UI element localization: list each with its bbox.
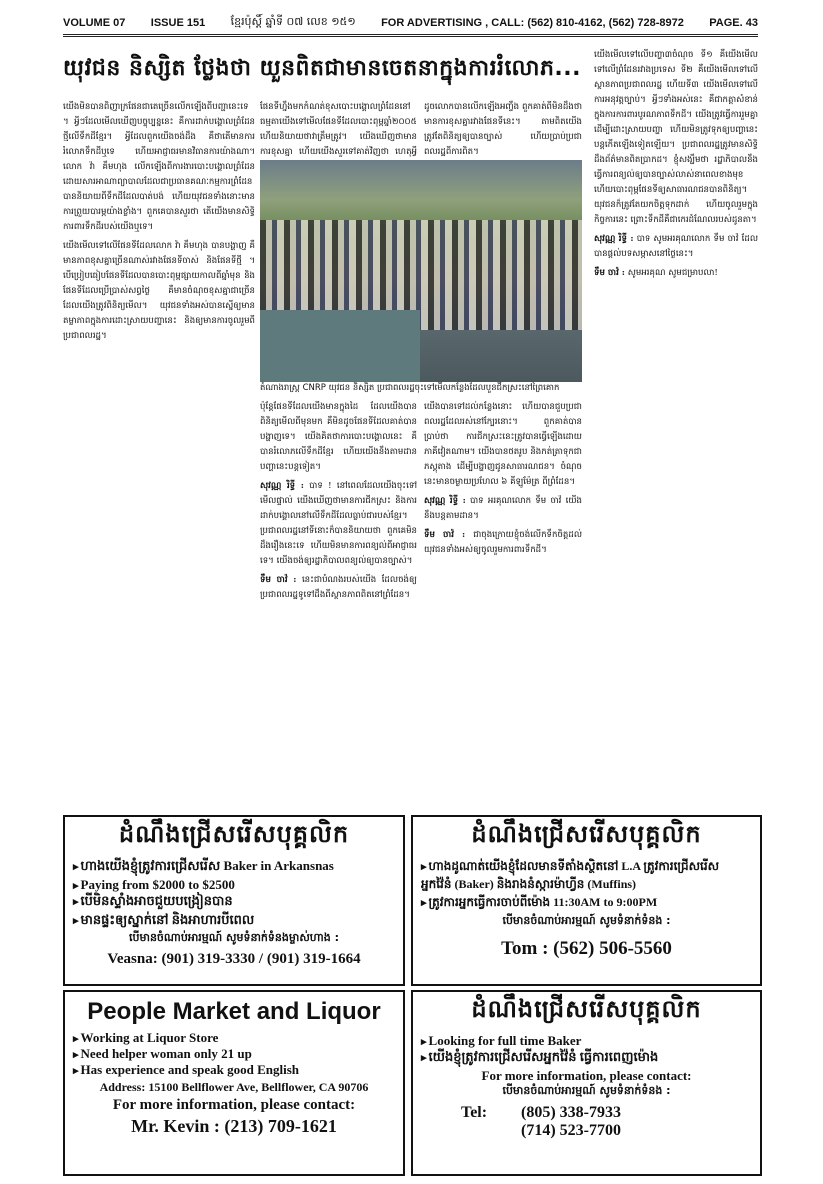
ad-people-market	[63, 990, 405, 1176]
ad-line: អ្នកវ៉ៃនំ (Baker) និងរាងនំស្ការម៉ាហ្វីន (Muffins)	[421, 877, 637, 891]
ad-line: ▸ មានផ្ទះឲ្យស្នាក់នៅ និងអាហារបីពេល	[73, 912, 395, 931]
ad-title: ដំណឹងជ្រើសរើសបុគ្គលិក	[471, 995, 702, 1023]
photo-water	[260, 310, 420, 382]
ad-line: ▸ Has experience and speak good English	[73, 1062, 395, 1078]
ad-line: ▸ យើងខ្ញុំត្រូវការជ្រើសរើសអ្នកវ៉ៃនំ ធ្វើការពេញម៉ោង	[421, 1049, 752, 1068]
article-column-4	[594, 48, 758, 805]
ad-title: ដំណឹងជ្រើសរើសបុគ្គលិក	[118, 820, 350, 848]
page-header	[63, 14, 758, 32]
article-paragraph: នេះជាបំណងរបស់យើង ដែលចង់ឲ្យប្រជាពលរដ្ឋទូទៅដឹងពីស្ថានភាពពិតនៅព្រំដែន។	[260, 575, 417, 600]
ad-title: ដំណឹងជ្រើសរើសបុគ្គលិក	[471, 820, 702, 848]
ad-line: ▸ Need helper woman only 21 up	[73, 1046, 395, 1062]
article-photo	[260, 160, 582, 382]
speaker-label: ទឹម ចាវ៉ :	[594, 268, 625, 278]
speaker-label: សុវណ្ណ រិទ្ធី :	[424, 496, 466, 506]
speaker-label: សុវណ្ណ រិទ្ធី :	[260, 481, 304, 491]
article-column-3-top	[424, 100, 582, 158]
ad-phone: (714) 523-7700	[521, 1122, 621, 1139]
article-paragraph: ប៉ុន្តែផែនទីដែលយើងមានក្នុងដៃ ដែលយើងបានពិនិត្យមើលពីមុនមក គឺមិនដូចផែនទីដែលគាត់បានបង្ហាញទេ។ យើងគិតថាការបោះបង្គោលនេះ គឺបានរំលោភលើទឹកដីខ្មែរ ហើយយើងនឹងតាមដានបញ្ហានេះបន្តទៀត។	[260, 402, 417, 472]
ad-tel-label: Tel:	[461, 1104, 488, 1121]
ad-line: ▸ ហាងដូណាត់យើងខ្ញុំដែលមានទីតាំងស្ថិតនៅ L.A ត្រូវការជ្រើសរើស	[421, 858, 752, 876]
ad-baker-arkansas	[63, 815, 405, 986]
article-column-2-bottom	[260, 400, 417, 805]
article-paragraph: បាទ អរគុណលោក ទឹម ចាវ៉ យើងនឹងបន្តតាមដាន។	[424, 496, 582, 521]
article-column-3-bottom	[424, 400, 582, 805]
article-column-1	[63, 100, 255, 805]
photo-caption: តំណាងរាស្រ្ត CNRP យុវជន និស្សិត ប្រជាពលរដ្ឋចុះទៅមើលកន្លែងដែលបួនជីកស្រះនៅព្រៃគោក	[260, 383, 560, 393]
article-paragraph: យើងមើលទៅលើផែនទីដែលលោក វ៉ា គឹមហុង បានបង្ហាញ គឺមានភាពខុសគ្នាច្រើនណាស់រវាងផែនទីចាស់ និងផែនទីថ្មី ។ បើប្រៀបធៀបផែនទីដែលបានបោះពុម្ពផ្សាយកាលពីឆ្នាំមុន និងផែនទីដែលប្រើប្រាស់សព្វថ្ងៃ គឺមានចំណុចខុសគ្នាជាច្រើនដែលយើងត្រូវពិនិត្យមើល។ យុវជនទាំងអស់បានស្នើឲ្យមានតម្លាភាពក្នុងការដោះស្រាយបញ្ហានេះ និងឲ្យមានការចូលរួមពីប្រជាពលរដ្ឋ។	[63, 241, 255, 341]
volume-label: VOLUME 07	[63, 17, 126, 29]
ad-address: Address: 15100 Bellflower Ave, Bellflower, CA 90706	[99, 1080, 369, 1094]
article-paragraph: ផែនទីហ្នឹងមកកំណត់ខុសបោះបង្គោលព្រំដែននៅ ធម្មតាយើងទៅមើលផែនទីដែលបោះពុម្ពឆ្នាំ២០០៥ ហើយនិយាយថាវាត្រឹមត្រូវ។ យើងឃើញថាមានការខុសគ្នា ហើយយើងសួរទៅគាត់វិញថា ហេតុអ្វី	[260, 102, 417, 157]
issue-label: ISSUE 151	[150, 17, 206, 29]
ad-line: ▸ Paying from $2000 to $2500	[73, 877, 395, 893]
ad-line: ▸ ត្រូវការអ្នកធ្វើការចាប់ពីម៉ោង 11:30AM to 9:00PM	[421, 894, 752, 912]
ad-contact: Tom : (562) 506-5560	[501, 938, 672, 959]
article-paragraph: បាទ ! នៅពេលដែលយើងចុះទៅមើលផ្ទាល់ យើងឃើញថាមានការជីកស្រះ និងការដាក់បង្គោលនៅលើទឹកដីដែលធ្លាប់ជារបស់ខ្មែរ។ ប្រជាពលរដ្ឋនៅទីនោះក៏បាននិយាយថា ពួកគេមិនដឹងរឿងនេះទេ ហើយមិនមានការពន្យល់ពីអាជ្ញាធរទេ។ យើងចង់ឲ្យរដ្ឋាភិបាលពន្យល់ឲ្យបានច្បាស់។	[260, 481, 417, 566]
advertising-label: FOR ADVERTISING , CALL: (562) 810-4162, (562) 728-8972	[381, 17, 684, 29]
ad-line: ▸ Looking for full time Baker	[421, 1033, 752, 1049]
ad-line: ▸ Working at Liquor Store	[73, 1030, 395, 1046]
article-paragraph: បាទ សូមអរគុណលោក ទឹម ចាវ៉ ដែលបានផ្ដល់បទសម្ភាសនៅថ្ងៃនេះ។	[594, 234, 759, 259]
article-paragraph: យើងបានទៅដល់កន្លែងនោះ ហើយបានជួបប្រជាពលរដ្ឋដែលរស់នៅក្បែរនោះ។ ពួកគាត់បានប្រាប់ថា ការជីកស្រះនេះត្រូវបានធ្វើឡើងដោយភាគីវៀតណាម។ យើងបានថតរូប និងកត់ត្រាទុកជាភស្តុតាង ដើម្បីបង្ហាញជូនសាធារណជន។ ចំណុចនេះមានចម្ងាយប្រហែល ៦ គីឡូម៉ែត្រ ពីព្រំដែន។	[424, 402, 582, 487]
speaker-label: ទឹម ចាវ៉ :	[260, 575, 297, 585]
article-paragraph: ជាចុងក្រោយខ្ញុំចង់លើកទឹកចិត្តដល់យុវជនទាំងអស់ឲ្យចូលរួមការពារទឹកដី។	[424, 530, 583, 555]
article-headline: យុវជន និស្សិត ថ្លែងថា យួនពិតជាមានចេតនាក្នុងការរំលោភ...	[63, 56, 581, 81]
article-paragraph: យើងមើលទៅលើបញ្ហា៣ចំណុច ទី១ គឺយើងមើលទៅលើព្រំដែនរវាងប្រទេស ទី២ គឺយើងមើលទៅលើស្ថានភាពប្រជាពលរដ្ឋ ហើយទី៣ យើងមើលទៅលើការអនុវត្តច្បាប់។ អ្វីៗទាំងអស់នេះ គឺជាកត្តាសំខាន់ក្នុងការការពារបូរណភាពទឹកដី។ យើងត្រូវធ្វើការរួមគ្នា ដើម្បីដោះស្រាយបញ្ហា ហើយមិនត្រូវទុកឲ្យបញ្ហានេះបន្តកើតឡើងទៀតឡើយ។ ប្រជាពលរដ្ឋត្រូវមានសិទ្ធិដឹងព័ត៌មានពិតប្រាកដ។ ខ្ញុំសង្ឃឹមថា រដ្ឋាភិបាលនឹងធ្វើការពន្យល់ឲ្យបានច្បាស់លាស់នាពេលខាងមុខ ហើយបោះពុម្ពផែនទីឲ្យសាធារណជនបានពិនិត្យ។ យុវជនក៏ត្រូវតែយកចិត្តទុកដាក់ ហើយចូលរួមក្នុងកិច្ចការនេះ ព្រោះទឹកដីគឺជាកេរដំណែលរបស់ដូនតា។	[594, 50, 758, 225]
ad-line: បើមានចំណាប់អារម្មណ៍ សូមទំនាក់ទំនង :	[502, 914, 671, 927]
article-column-2-top	[260, 100, 417, 158]
speaker-label: សុវណ្ណ រិទ្ធី :	[594, 234, 634, 244]
ad-more-info: For more information, please contact:	[481, 1068, 692, 1083]
ad-baker-la	[411, 815, 762, 986]
article-paragraph: សូមអរគុណ សូមជម្រាបលា!	[627, 268, 718, 278]
page-number: PAGE. 43	[709, 17, 758, 29]
ad-full-time-baker	[411, 990, 762, 1176]
ad-title: People Market and Liquor	[87, 998, 381, 1025]
header-rule	[63, 34, 758, 35]
speaker-label: ទឹម ចាវ៉ :	[424, 530, 466, 540]
ad-line: ▸ ហាងយើងខ្ញុំត្រូវការជ្រើសរើស Baker in Arkansnas	[73, 858, 395, 877]
ad-phone: (805) 338-7933	[521, 1104, 621, 1121]
ad-line: បើមានចំណាប់អារម្មណ៍ សូមទំនាក់ទំនង :	[502, 1084, 671, 1097]
article-paragraph: យើងមិនបានពិញាក្រផែនជាតេច្រើនលើកឡើងពីបញ្ហានេះទេ ។ អ្វីៗដែលមើលឃើញបច្ចុប្បន្ននេះ គឺការដាក់បង្គោលព្រំដែនថ្មីលើទឹកដីខ្មែរ។ អ្វីដែលពួកយើងចង់ដឹង គឺថាតើមានការរំលោភទឹកដីឬទេ ហើយអាជ្ញាធរមានវិធានការយ៉ាងណា។ លោក វ៉ា គឹមហុង លើកឡើងពីការងារបោះបង្គោលព្រំដែន ដោយសារអាណាព្យាបាលដែលជាប្រធានគណៈកម្មការព្រំដែនបាននិយាយពីទឹកដីដែលបាត់បង់ ហើយយុវជនទាំងនោះមានការព្រួយបារម្ភយ៉ាងខ្លាំង។ ពួកគេបានសួរថា តើយើងមានសិទ្ធិការពារទឹកដីរបស់យើងឬទេ។	[63, 102, 255, 232]
khmer-issue-label: ខ្មែរប៉ុស្ដិ៍ ឆ្នាំទី ០៧ លេខ ១៥១	[230, 15, 356, 28]
ad-line: បើមានចំណាប់អារម្មណ៍ សូមទំនាក់ទំនងម្ចាស់ហាង :	[129, 931, 339, 944]
ad-more-info: For more information, please contact:	[112, 1097, 356, 1113]
ad-contact: Veasna: (901) 319-3330 / (901) 319-1664	[107, 951, 361, 967]
ad-contact: Mr. Kevin : (213) 709-1621	[131, 1116, 337, 1136]
article-paragraph: ដូចលោកបានលើកឡើងអញ្ចឹង ពួកគាត់ពីមិនដឹងថា មានការខុសគ្នារវាងផែនទីនេះ។ តាមពិតយើងត្រូវតែពិនិត្យឲ្យបានច្បាស់ ហើយប្រាប់ប្រជាពលរដ្ឋពីការពិត។	[424, 102, 582, 157]
ad-line: ▸ បើមិនស្ទាំងអាចជួយបង្រៀនបាន	[73, 893, 395, 912]
header-rule-2	[63, 36, 758, 37]
